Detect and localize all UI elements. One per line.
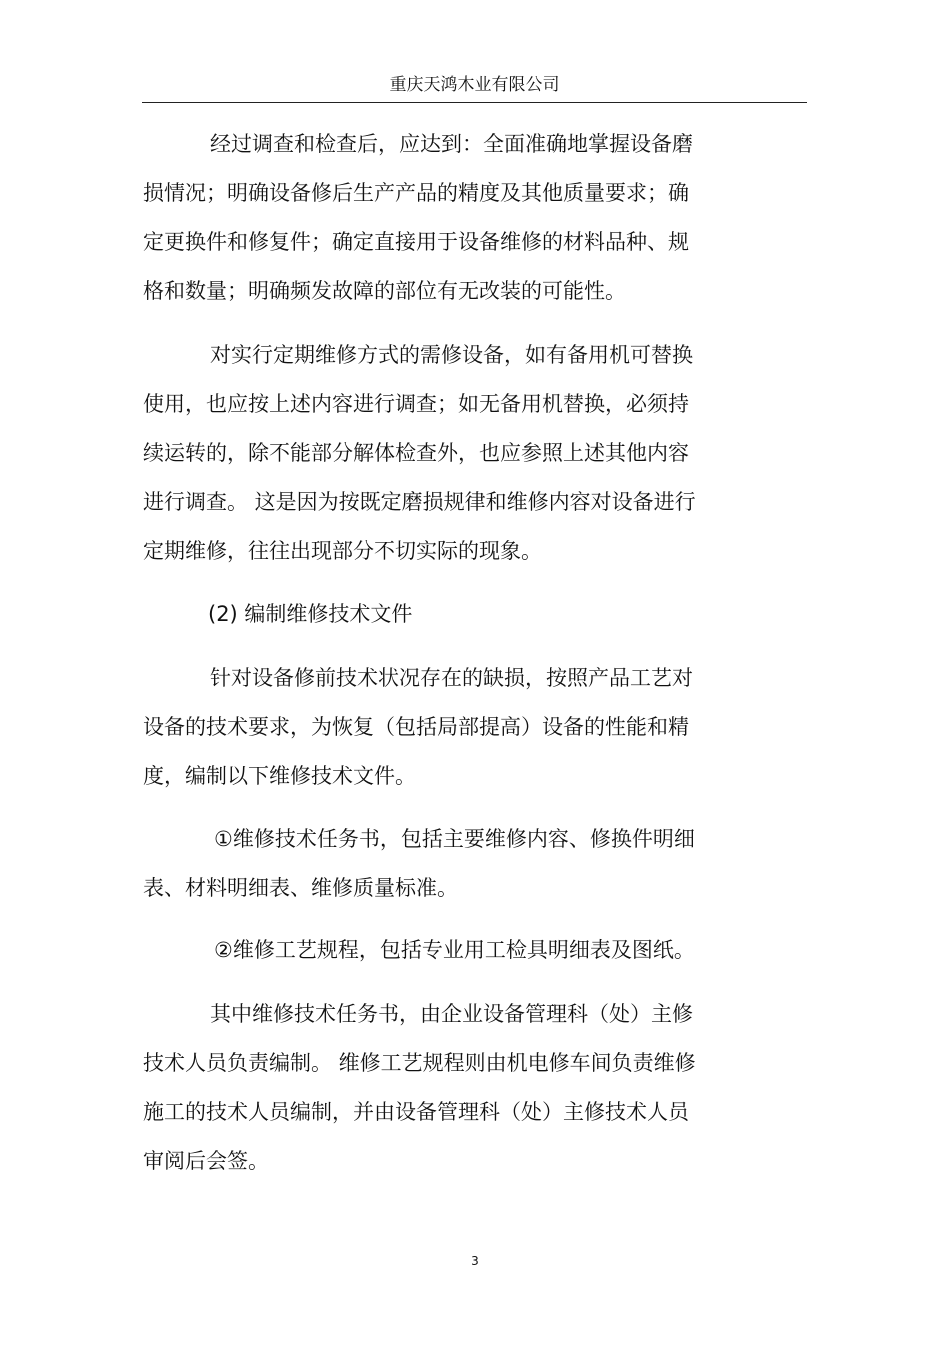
paragraph-periodic-maintenance	[143, 331, 763, 576]
text-line: 审阅后会签。	[143, 1149, 269, 1173]
text-line: 设备的技术要求，为恢复（包括局部提高）设备的性能和精	[143, 715, 689, 739]
text-line: 施工的技术人员编制，并由设备管理科（处）主修技术人员	[143, 1100, 689, 1124]
text-line: 技术人员负责编制。 维修工艺规程则由机电修车间负责维修	[143, 1051, 696, 1075]
section-heading-text: (2) 编制维修技术文件	[208, 602, 413, 626]
text-line: 定更换件和修复件；确定直接用于设备维修的材料品种、规	[143, 230, 689, 254]
text-line: 进行调查。 这是因为按既定磨损规律和维修内容对设备进行	[143, 490, 696, 514]
text-line: 其中维修技术任务书，由企业设备管理科（处）主修	[210, 1002, 693, 1026]
text-line: 使用，也应按上述内容进行调查；如无备用机替换，必须持	[143, 392, 689, 416]
text-line: 续运转的，除不能部分解体检查外，也应参照上述其他内容	[143, 441, 689, 465]
list-item-process-spec	[143, 926, 763, 975]
paragraph-inspection-goals	[143, 120, 763, 316]
text-line: 定期维修，往往出现部分不切实际的现象。	[143, 539, 542, 563]
text-line: 经过调查和检查后，应达到：全面准确地掌握设备磨	[210, 132, 693, 156]
paragraph-technical-documents	[143, 654, 763, 801]
text-line: ②维修工艺规程，包括专业用工检具明细表及图纸。	[214, 938, 695, 962]
text-line: 损情况；明确设备修后生产产品的精度及其他质量要求；确	[143, 181, 689, 205]
text-line: 度，编制以下维修技术文件。	[143, 764, 416, 788]
page-number: 3	[471, 1254, 479, 1268]
text-line: ①维修技术任务书，包括主要维修内容、修换件明细	[214, 827, 695, 851]
page-header	[142, 72, 807, 103]
text-line: 对实行定期维修方式的需修设备，如有备用机可替换	[210, 343, 693, 367]
company-name: 重庆天鸿木业有限公司	[389, 75, 560, 95]
text-line: 针对设备修前技术状况存在的缺损，按照产品工艺对	[210, 666, 693, 690]
list-item-task-book	[143, 815, 763, 913]
text-line: 表、材料明细表、维修质量标准。	[143, 876, 458, 900]
section-heading	[143, 590, 763, 639]
paragraph-responsibility	[143, 990, 763, 1186]
text-line: 格和数量；明确频发故障的部位有无改装的可能性。	[143, 279, 626, 303]
